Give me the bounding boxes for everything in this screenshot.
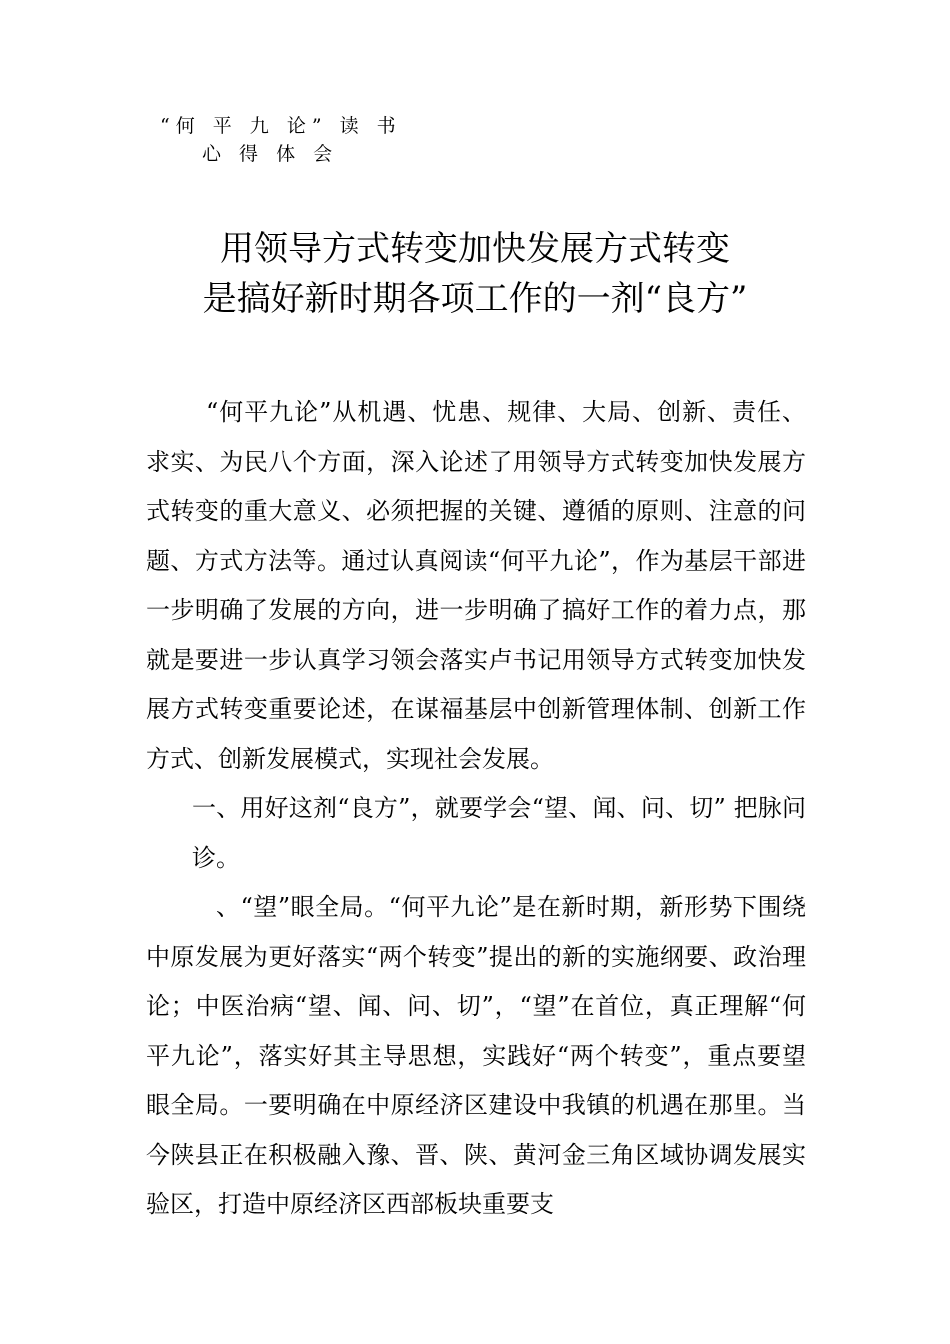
document-title (0, 224, 950, 324)
title-line-1: 用领导方式转变加快发展方式转变 (220, 229, 730, 269)
section-heading-1: 一、用好这剂“良方”，就要学会“望、闻、问、切” 把脉问诊。 (192, 794, 806, 872)
paragraph-1: “何平九论”从机遇、忧患、规律、大局、创新、责任、求实、为民八个方面，深入论述了用领导方式转变加快发展方式转变的重大意义、必须把握的关键、遵循的原则、注意的问题、方式方法等。通过认真阅读“何平九论”，作为基层干部进一步明确了发展的方向，进一步明确了搞好工作的着力点，那就是要进一步认真学习领会落实卢书记用领导方式转变加快发展方式转变重要论述，在谋福基层中创新管理体制、创新工作方式、创新发展模式，实现社会发展。 (146, 398, 806, 773)
paragraph-2: 、“望”眼全局。“何平九论”是在新时期，新形势下围绕中原发展为更好落实“两个转变”提出的新的实施纲要、政治理论；中医治病“望、闻、问、切”，“望”在首位，真正理解“何平九论”，落实好其主导思想，实践好“两个转变”，重点要望眼全局。一要明确在中原经济区建设中我镇的机遇在那里。当今陕县正在积极融入豫、晋、陕、黄河金三角区域协调发展实验区，打造中原经济区西部板块重要支 (146, 893, 806, 1218)
document-body (146, 388, 806, 1230)
header-line-2: 心 得 体 会 (202, 143, 339, 165)
header-line-1: “何 平 九 论” 读 书 (160, 115, 402, 137)
title-line-2: 是搞好新时期各项工作的一剂“良方” (202, 279, 748, 319)
document-header (160, 112, 402, 168)
